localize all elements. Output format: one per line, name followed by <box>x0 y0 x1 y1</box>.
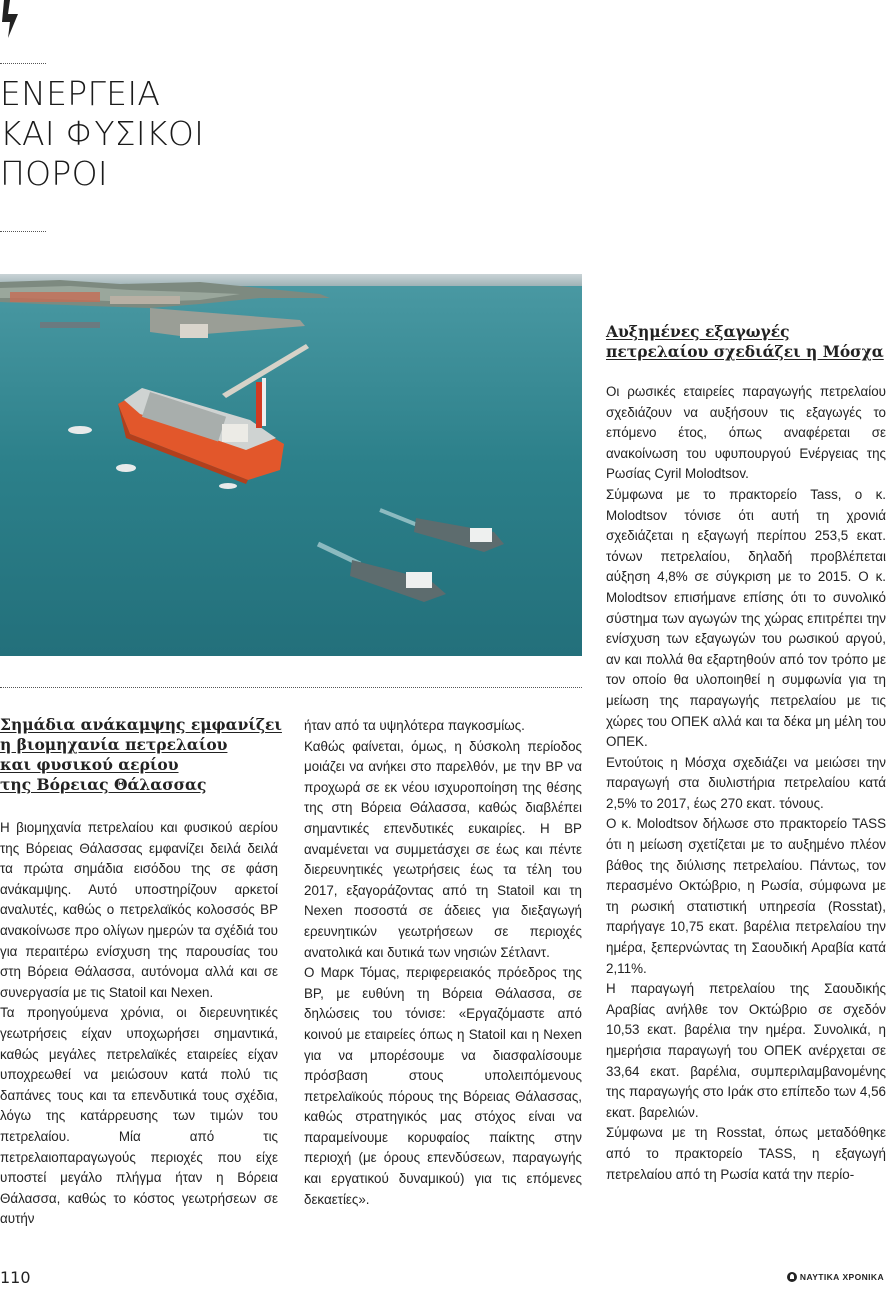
article2-paragraph: Σύμφωνα με τη Rosstat, όπως μεταδόθηκε από το πρακτορείο TASS, η εξαγωγή πετρελαίου από τη Ρωσία κατά την περίο- <box>606 1125 886 1182</box>
oil-platform-photo <box>0 274 582 656</box>
magazine-logo-icon <box>0 0 24 40</box>
article1-paragraph: Τα προηγούμενα χρόνια, οι διερευνητικές γεωτρήσεις είχαν υποχωρήσει σημαντικά, καθώς μεγάλες πετρελαϊκές εταιρείες είχαν υποχρεωθεί να μειώσουν κατά πολύ τις δαπάνες τους και τα επενδυτικά τους σχέδια, λόγω της κατάρρευσης των τιμών του πετρελαίου. Μία από τις πετρελαιοπαραγωγούς περιοχές που είχε υποστεί μεγάλο πλήγμα ήταν η Βόρεια Θάλασσα, καθώς το κόστος γεωτρήσεων σε αυτήν <box>0 1005 278 1227</box>
article1-column-2 <box>304 716 582 1210</box>
article1-paragraph: Καθώς φαίνεται, όμως, η δύσκολη περίοδος μοιάζει να ανήκει στο παρελθόν, με την BP να προχωρά σε εκ νέου ισχυροποίηση της θέσης της στη Βόρεια Θάλασσα, καθώς διαβλέπει σημαντικές επενδυτικές ευκαιρίες. Η BP αναμένεται να συμμετάσχει σε έως και πέντε διερευνητικές γεωτρήσεις έως τα τέλη του 2017, εξαγοράζοντας από τη Statoil και τη Nexen ποσοστά σε άδειες για διεξαγωγή ερευνητικών γεωτρήσεων σε περιοχές ανατολικά και δυτικά των νησιών Σέτλαντ. <box>304 738 582 960</box>
article2-heading-line: Αυξημένες εξαγωγές <box>606 322 790 341</box>
section-title <box>0 74 280 194</box>
article1-paragraph: Ο Μαρκ Τόμας, περιφερειακός πρόεδρος της BP, με ευθύνη τη Βόρεια Θάλασσα, σε δηλώσεις του τόνισε: «Εργαζόμαστε από κοινού με εταιρείες όπως η Statoil και η Nexen για να μπορέσουμε να διασφαλίσουμε πρόσβαση στους υπολειπόμενους πετρελαϊκούς πόρους της Βόρειας Θάλασσας, καθώς στρατηγικός μας στόχος είναι να παραμείνουμε κορυφαίος παίκτης στην περιοχή (με όρους επενδύσεων, παραγωγής και εργατικού δυναμικού) για τις επόμενες δεκαετίες». <box>304 965 582 1207</box>
article1-paragraph: ήταν από τα υψηλότερα παγκοσμίως. <box>304 718 525 733</box>
article2-heading <box>606 322 886 362</box>
article2-paragraph: Εντούτοις η Μόσχα σχεδιάζει να μειώσει την παραγωγή στα διυλιστήρια πετρελαίου κατά 2,5% το 2017, έως 270 εκατ. τόνους. <box>606 754 886 811</box>
article1-heading-line: η βιομηχανία πετρελαίου <box>0 735 228 754</box>
article2-body <box>606 382 886 1185</box>
brand-name: ΝΑΥΤΙΚΑ ΧΡΟΝΙΚΑ <box>799 1272 884 1282</box>
article1-heading-line: της Βόρειας Θάλασσας <box>0 775 207 794</box>
article2-paragraph: Οι ρωσικές εταιρείες παραγωγής πετρελαίου σχεδιάζουν να αυξήσουν τις εξαγωγές το επόμενο έτος, όπως αναφέρεται σε ανακοίνωση του υφυπουργού Ενέργειας της Ρωσίας Cyril Molodtsov. <box>606 384 886 482</box>
section-title-line: ΠΟΡΟΙ <box>0 154 108 193</box>
brand-logo-icon <box>787 1272 797 1282</box>
title-divider-bottom <box>0 231 46 232</box>
title-divider-top <box>0 63 46 64</box>
article1-column-1 <box>0 818 278 1230</box>
article1-heading-line: Σημάδια ανάκαμψης εμφανίζει <box>0 715 282 734</box>
article2-paragraph: Σύμφωνα με το πρακτορείο Tass, ο κ. Molodtsov τόνισε ότι αυτή τη χρονιά σχεδιάζεται η εξαγωγή περίπου 253,5 εκατ. τόνων πετρελαίου, δηλαδή προβλέπεται αύξηση 4,8% σε σύγκριση με το 2015. Ο κ. Molodtsov επισήμανε επίσης ότι το συνολικό σύστημα των αγωγών της χώρας επιτρέπει την ενίσχυση των εξαγωγών του ρωσικού αργού, αν και πολλά θα εξαρτηθούν από τον τρόπο με τον οποίο θα υλοποιηθεί η συμφωνία για τη μείωση της παραγωγής πετρελαίου με τις χώρες του ΟΠΕΚ αλλά και τα δέκα μη μέλη του ΟΠΕΚ. <box>606 486 886 750</box>
article2-paragraph: Η παραγωγή πετρελαίου της Σαουδικής Αραβίας ανήλθε τον Οκτώβριο σε σχεδόν 10,53 εκατ. βαρέλια την ημέρα. Συνολικά, η ημερήσια παραγωγή του ΟΠΕΚ ανέρχεται σε 33,64 εκατ. βαρέλια, συμπεριλαμβανομένης της παραγωγής στο Ιράκ στο επίπεδο των 4,56 εκατ. βαρελιών. <box>606 981 886 1120</box>
article1-heading-line: και φυσικού αερίου <box>0 755 179 774</box>
article2-paragraph: Ο κ. Molodtsov δήλωσε στο πρακτορείο TASS ότι η μείωση σχετίζεται με το αυξημένο πλέον βάθος της διύλισης πετρελαίου. Πάντως, τον περασμένο Οκτώβριο, η Ρωσία, σύμφωνα με τη ρωσική στατιστική υπηρεσία (Rosstat), παρήγαγε 10,75 εκατ. βαρέλια πετρελαίου την ημέρα, ξεπερνώντας τη Σαουδική Αραβία κατά 2,11%. <box>606 816 886 976</box>
section-title-line: ΕΝΕΡΓΕΙΑ <box>0 74 161 113</box>
article2-heading-line: πετρελαίου σχεδιάζει η Μόσχα <box>606 342 884 361</box>
page-number: 110 <box>0 1268 31 1287</box>
section-title-line: ΚΑΙ ΦΥΣΙΚΟΙ <box>0 114 205 153</box>
magazine-brand <box>787 1272 884 1282</box>
article1-paragraph: Η βιομηχανία πετρελαίου και φυσικού αερίου της Βόρειας Θάλασσας εμφανίζει δειλά δειλά τα πρώτα σημάδια εισόδου της σε φάση ανάκαμψης. Αυτό υποστηρίζουν αρκετοί αναλυτές, καθώς ο πετρελαϊκός κολοσσός BP ανακοίνωσε προ ολίγων ημερών τα σχέδιά του για περαιτέρω ενίσχυση της παρουσίας του στη Βόρεια Θάλασσα, αυτόνομα αλλά και σε συνεργασία με τις Statoil και Nexen. <box>0 820 278 1000</box>
article1-heading <box>0 715 290 795</box>
article-divider <box>0 687 582 688</box>
